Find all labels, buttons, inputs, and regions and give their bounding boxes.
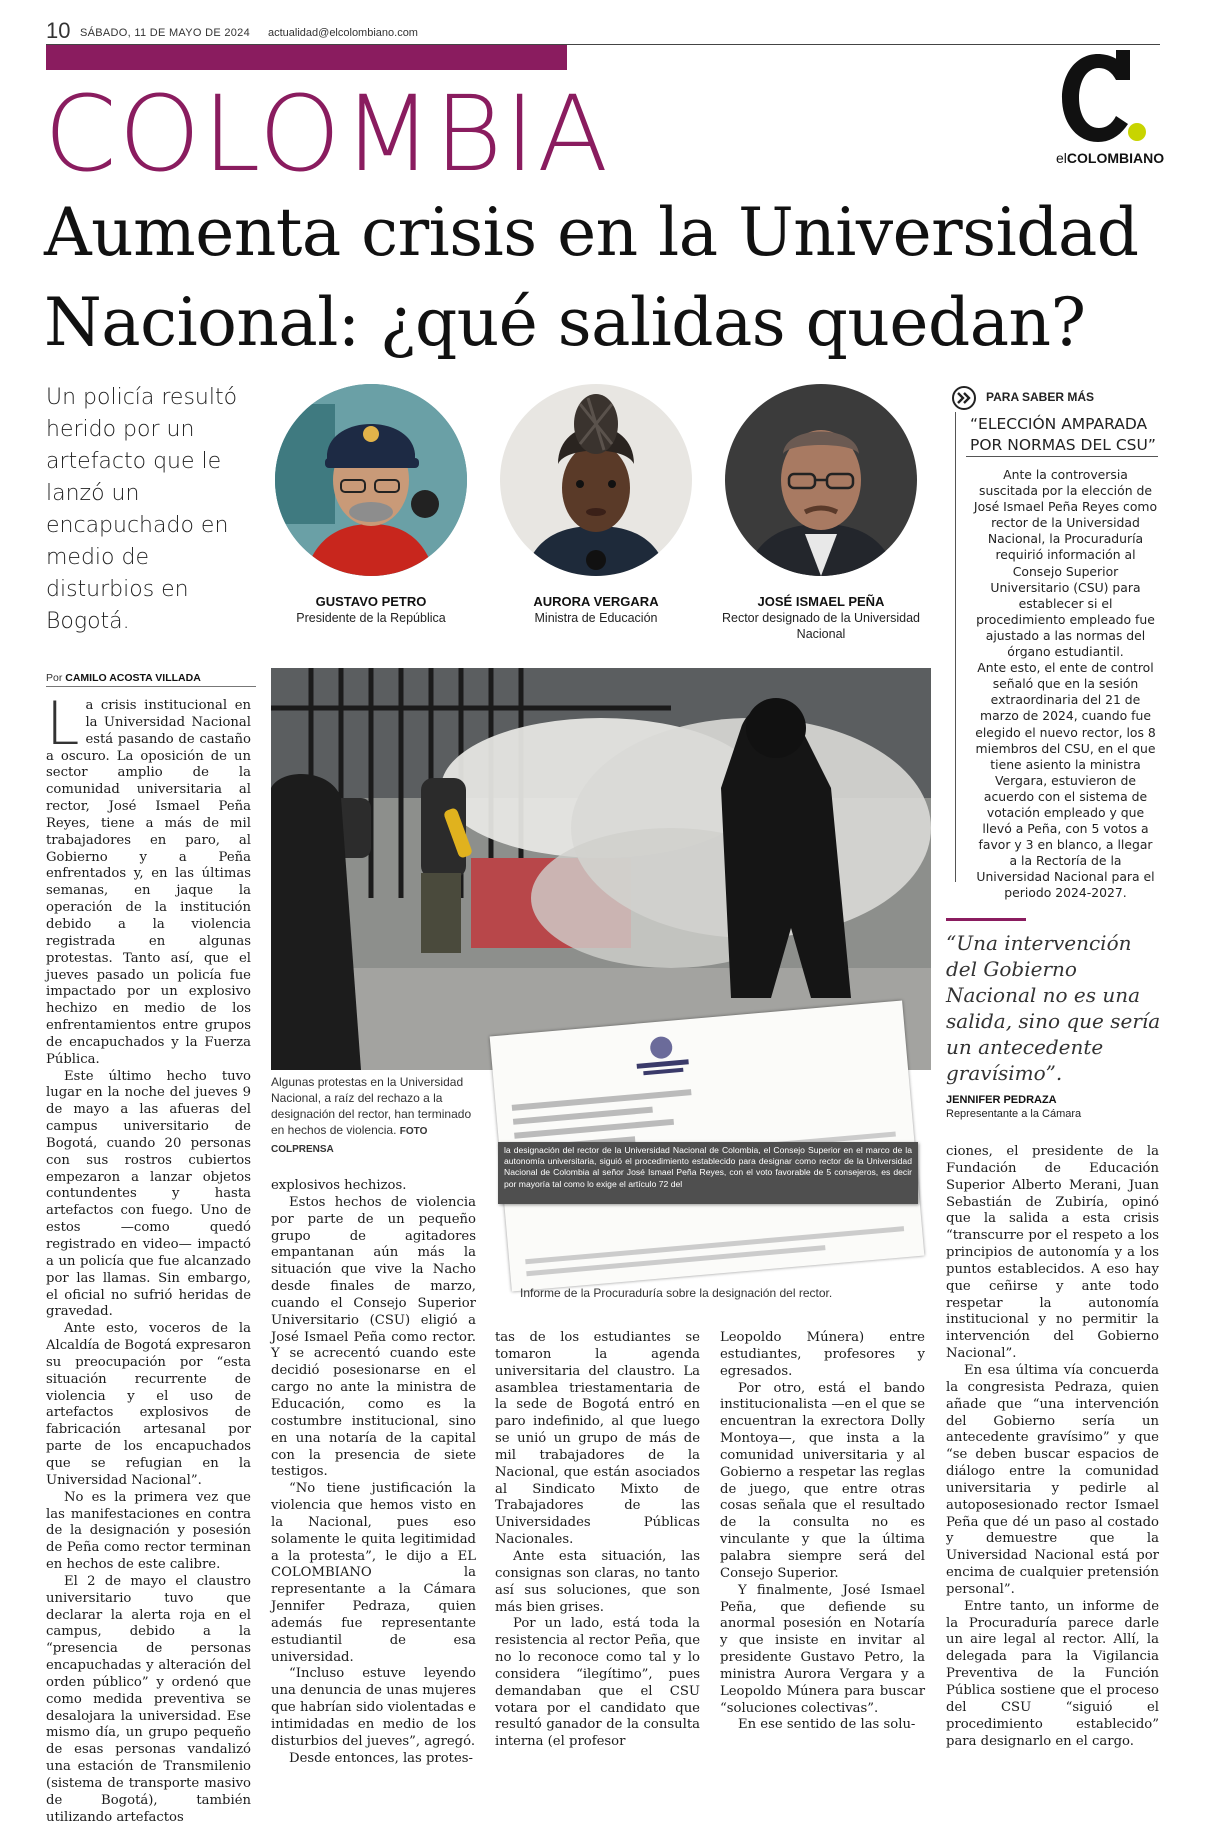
quote-accent-bar	[946, 918, 1026, 921]
photo-caption: Algunas protestas en la Universidad Nacional, a raíz del rechazo a la designación del rector, han terminado en hechos de violencia. FOTO COLPRENSA	[271, 1075, 472, 1155]
double-chevron-icon	[952, 386, 976, 410]
section-color-bar	[46, 45, 567, 70]
person-role: Presidente de la República	[296, 611, 446, 625]
person-role: Rector designado de la Universidad Nacional	[721, 611, 921, 641]
portrait-aurora-vergara	[500, 384, 692, 576]
page-number: 10	[46, 18, 71, 43]
section-title: COLOMBIA	[44, 73, 611, 195]
document-highlight: la designación del rector de la Universidad Nacional de Colombia, el Consejo Superior en el marco de la autonomía universitaria, siguió el procedimiento establecido para designar como rector de la Universidad Nacional de Colombia al señor José Ismael Peña Reyes, con el voto favorable de 5 consejeros, es decir por mayoría tal como lo exige el artículo 72 del	[498, 1142, 918, 1204]
article-column-5: ciones, el presidente de la Fundación de Educación Superior Alberto Merani, Juan Sebastián de Zubiría, opinó que la salida a esta crisis “transcurre por el respeto a los principios de autonomía y a los puntos establecidos. A eso hay que ceñirse y ante todo respetar la autonomía institucional y no permitir la intervención del Gobierno Nacional”. En esa última vía concuerda la congresista Pedraza, quien añade que “una intervención del Gobierno sería un antecedente gravísimo” y que “se deben buscar espacios de diálogo entre la comunidad universitaria y pedirle al autoposesionado rector Ismael Peña que dé un paso al costado y demuestre que la Universidad Nacional está por encima de cualquier pretensión personal”. Entre tanto, un informe de la Procuraduría parece darle un aire legal al rector. Allí, la delegada para la Vigilancia Preventiva de la Función Pública sostiene que el proceso del CSU “siguió el procedimiento establecido” para designarlo en el cargo.	[946, 1144, 1159, 1749]
article-column-2: explosivos hechizos. Estos hechos de violencia por parte de un pequeño grupo de agitadores empantanan aún más la situación que vive la Nacho desde finales de marzo, cuando el Consejo Superior Universitario (CSU) eligió a José Ismael Peña como rector. Y se acrecentó cuando este decidió posesionarse en el cargo no ante la ministra de Educación, como es la costumbre institucional, sino en una notaría de la capital con la presencia de siete testigos. “No tiene justificación la violencia que hemos visto en la Nacional, pues eso solamente le quita legitimidad a la protesta”, le dijo a EL COLOMBIANO la representante a la Cámara Jennifer Pedraza, quien además fue representante estudiantil de esa universidad. “Incluso estuve leyendo una denuncia de unas mujeres que habrían sido violentadas e intimidadas en medio de los disturbios del jueves”, agregó. Desde entonces, las protes-	[271, 1178, 476, 1766]
sidebar-body: Ante la controversia suscitada por la elección de José Ismael Peña Reyes como rector de la Universidad Nacional, la Procuraduría requirió información al Consejo Superior Universitario (CSU) para establecer si el procedimiento empleado fue ajustado a las normas del órgano estudiantil. Ante esto, el ente de control señaló que en la sesión extraordinaria del 21 de marzo de 2024, cuando fue elegido el nuevo rector, los 8 miembros del CSU, en el que tiene asiento la ministra Vergara, estuvieron de acuerdo con el sistema de votación empleado y que llevó a Peña, con 5 votos a favor y 3 en blanco, a llegar a la Rectoría de la Universidad Nacional para el periodo 2024-2027.	[973, 467, 1158, 901]
person-name: GUSTAVO PETRO	[315, 594, 427, 609]
portrait-gustavo-petro	[275, 384, 467, 576]
sidebar-title: “ELECCIÓN AMPARADA POR NORMAS DEL CSU”	[970, 415, 1156, 454]
sidebar-rule	[955, 412, 956, 882]
person-name: JOSÉ ISMAEL PEÑA	[757, 594, 885, 609]
document-caption: Informe de la Procuraduría sobre la designación del rector.	[520, 1286, 833, 1300]
el-colombiano-logo	[1058, 48, 1148, 148]
sidebar-title-rule	[966, 456, 1158, 457]
portrait-jose-ismael-pena	[725, 384, 917, 576]
logo-wordmark: elCOLOMBIANO	[1056, 150, 1165, 166]
quote-author-role: Representante a la Cámara	[946, 1108, 1082, 1120]
section-email: actualidad@elcolombiano.com	[268, 27, 418, 39]
article-column-1: La crisis institucional en la Universidad Nacional está pasando de castaño a oscuro. La oposición de un sector amplio de la comunidad universitaria al rector, José Ismael Peña Reyes, tiene a más de mil trabajadores en paro, al Gobierno y a Peña enfrentados y, en las últimas semanas, en jaque la operación de la institución debido a la violencia registrada en algunas protestas. Tanto así, que el jueves pasado un policía fue impactado por un explosivo hechizo en medio de los enfrentamientos entre grupos de encapuchados y la Fuerza Pública. Este último hecho tuvo lugar en la noche del jueves 9 de mayo a las afueras del campus universitario de Bogotá, cuando 20 personas con sus rostros cubiertos empezaron a lanzar objetos contundentes y hasta artefactos con fuego. Uno de estos —como quedó registrado en video— impactó a un policía que fue alcanzado por las llamas. Sin embargo, el oficial no sufrió heridas de gravedad. Ante esto, voceros de la Alcaldía de Bogotá expresaron su preocupación por “esta situación recurrente de violencia y el uso de artefactos explosivos de fabricación artesanal por parte de los encapuchados que se refugian en la Universidad Nacional”. No es la primera vez que las manifestaciones en contra de la designación y posesión de Peña como rector terminan en hechos de este calibre. El 2 de mayo el claustro universitario tuvo que declarar la alerta roja en el campus, debido a la “presencia de personas encapuchadas y alteración del orden público” y ordenó que como medida preventiva se desalojara la universidad. Ese mismo día, un grupo pequeño de esas personas vandalizó una estación de Transmilenio (sistema de transporte masivo de Bogotá), también utilizando artefactos	[46, 689, 251, 1825]
deck-summary: Un policía resultó herido por un artefacto que le lanzó un encapuchado en medio de disturbios en Bogotá.	[46, 385, 238, 634]
drop-cap: L	[46, 689, 80, 759]
article-column-4: Leopoldo Múnera) entre estudiantes, profesores y egresados. Por otro, está el bando institucionalista —en el que se encuentran la exrectora Dolly Montoya—, que insta a la comunidad universitaria y al Gobierno a respetar las reglas de juego, que entre otras cosas señala que el resultado de la consulta no es vinculante y que la última palabra siempre será del Consejo Superior. Y finalmente, José Ismael Peña, que defiende su anormal posesión en Notaría y que insiste en invitar al presidente Gustavo Petro, la ministra Aurora Vergara y a Leopoldo Múnera para buscar “soluciones colectivas”. En ese sentido de las solu-	[720, 1330, 925, 1733]
pull-quote: “Una intervención del Gobierno Nacional no es una salida, sino que sería un antecedente gravísimo”.	[946, 931, 1161, 1085]
byline-rule	[46, 686, 256, 687]
byline: Por CAMILO ACOSTA VILLADA	[46, 672, 201, 684]
headline: Aumenta crisis en la Universidad Nacional: ¿qué salidas quedan?	[44, 194, 1139, 361]
person-name: AURORA VERGARA	[533, 594, 659, 609]
article-column-3: tas de los estudiantes se tomaron la agenda universitaria del claustro. La asamblea triestamentaria de la sede de Bogotá entró en paro indefinido, al que luego se unió un grupo de más de mil trabajadores de la Nacional, que están asociados al Sindicato Mixto de Trabajadores de las Universidades Públicas Nacionales. Ante esta situación, las consignas son claras, no tanto así sus soluciones, que son más bien grises. Por un lado, está toda la resistencia al rector Peña, que no lo reconoce como tal y lo considera “ilegítimo”, pues demandaban que el CSU votara por el candidato que resultó ganador de la consulta interna (el profesor	[495, 1330, 700, 1750]
sidebar-kicker: PARA SABER MÁS	[986, 390, 1095, 404]
procuraduria-seal	[630, 1031, 694, 1080]
quote-author: JENNIFER PEDRAZA	[946, 1094, 1057, 1106]
page-date: SÁBADO, 11 DE MAYO DE 2024	[80, 27, 251, 39]
person-role: Ministra de Educación	[534, 611, 658, 625]
